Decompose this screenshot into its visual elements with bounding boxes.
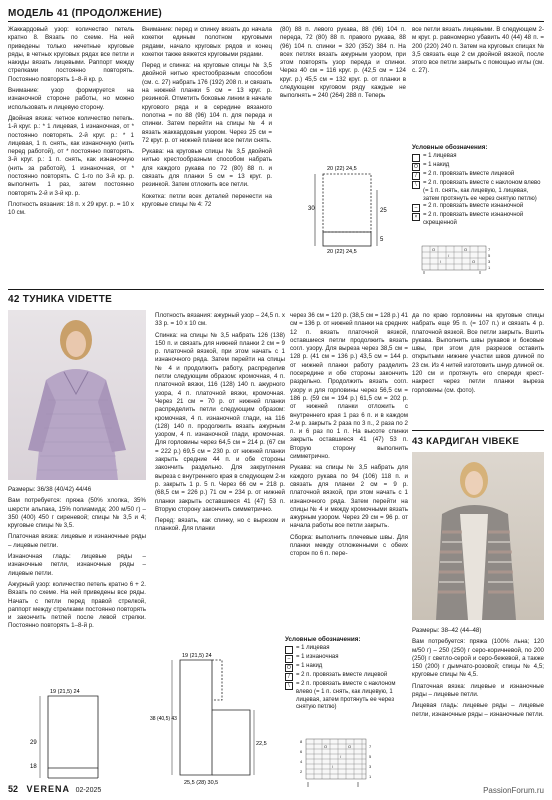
model43-title: 43 КАРДИГАН VIBEKE xyxy=(412,436,520,447)
section43-rule xyxy=(412,430,544,431)
materials43: Вам потребуется: пряжа (100% льна; 120 м/50 г) – 250 (250) г серо-коричневой, по 200 (250) г светло-серой и серо-бежевой, а также 150 (200) г дымчато-розовой; спицы № 4,5; круговые спицы № 4,5. xyxy=(412,638,544,679)
schem41-h2: 25 xyxy=(380,208,387,214)
p2tog-tbl-icon: × xyxy=(412,213,420,221)
ajur42: Ажурный узор: количество петель кратно 6 + 2. Вязать по схеме. На ней приведены все ряды. Начать с петли перед правой стрелкой, раппорт между стрелками постоянно повторять и закончить петлей после левой стрелки. Постоянно повторять 1–8-й р. xyxy=(8,580,146,630)
svg-text:3: 3 xyxy=(369,764,372,769)
model41-title: МОДЕЛЬ 41 (ПРОДОЛЖЕНИЕ) xyxy=(8,8,163,19)
schem42f-w1: 19 (21,5) 24 xyxy=(182,653,212,659)
model41-knit-chart xyxy=(418,244,496,276)
front42-cont: через 36 см = 120 р. (38,5 см = 128 р.) 41 см = 136 р. от нижней планки на средних 12 п. вязать платочной вязкой, оставшиеся петли продолжить вязать согл. узору. Для выреза через 38,5 см = 128 р. (41 см = 136 р.) 43,5 см = 144 р. от нижней планки работу разделить посередине и обе стороны закончить раздельно. Продолжить вязать согл. узору и для горловины через 56,5 см = 186 р. (59 см = 194 р.) 61,5 см = 202 р. от нижней планки отложить с внутреннего края 1 раз 6 п. и в каждом 2-м р. закрыть 2 раза по 3 п., 2 раза по 2 п. и 6 раз по 1 п. На высоте спинки закрыть оставшиеся 41 (47) 53 п. Вторую сторону выполнить симметрично. xyxy=(290,312,408,461)
svg-text:4: 4 xyxy=(300,759,303,764)
model42-legend xyxy=(285,636,410,712)
legend41-item: = 1 лицевая xyxy=(412,153,544,162)
model42-far-right-column xyxy=(412,312,544,422)
svg-text:7: 7 xyxy=(488,247,491,252)
svg-text:7: 7 xyxy=(369,744,372,749)
ajur-paragraph: Жаккардовый узор: количество петель кратно 8. Вязать по схеме. На ней приведены только нечетные круговые ряды, в четных круговых рядах все петли и накиды вязать лицевыми. Раппорт между стрелками постоянно повторять. Постоянно повторять 1–8-й кр. р. xyxy=(8,26,134,83)
density42: Плотность вязания: ажурный узор – 24,5 п. x 33 р. = 10 x 10 см. xyxy=(155,312,285,328)
model42-front-schematic xyxy=(150,650,275,790)
svg-text:1: 1 xyxy=(488,265,491,270)
model42-photo xyxy=(8,310,146,480)
svg-text:2: 2 xyxy=(300,769,303,774)
k2tog-icon: / xyxy=(285,673,293,681)
model42-title: 42 ТУНИКА VIDETTE xyxy=(8,294,113,305)
model43-text xyxy=(412,627,544,782)
yarn-over-icon: O xyxy=(412,163,420,171)
schem42f-h1: 38 (40,5) 43 xyxy=(150,716,177,722)
issue-label: 02-2025 xyxy=(75,787,102,794)
model42-knit-chart xyxy=(292,735,392,790)
section42-rule xyxy=(8,289,544,290)
schem41-w1: 20 (22) 24,5 xyxy=(327,166,357,172)
legend42-item: – = 1 изнаночная xyxy=(285,654,410,663)
schem41-h3: 5 xyxy=(380,237,384,243)
legend41-item: × = 2 п. провязать вместе изнаночной скрещенной xyxy=(412,212,544,228)
svg-text:5: 5 xyxy=(488,253,491,258)
svg-text:3: 3 xyxy=(488,259,491,264)
legend41-item: / = 2 п. провязать вместе лицевой xyxy=(412,171,544,180)
schem42f-h2: 22,5 xyxy=(256,741,267,747)
svg-text:\: \ xyxy=(440,259,442,264)
legend41-title: Условные обозначения: xyxy=(412,144,488,151)
watermark: PassionForum.ru xyxy=(483,786,544,795)
model42-left-column xyxy=(8,486,146,691)
stockinette43: Лицевая гладь: лицевые ряды – лицевые петли, изнаночные ряды – изнаночные петли. xyxy=(412,702,544,718)
garter43: Платочная вязка: лицевые и изнаночные ряды – лицевые петли. xyxy=(412,682,544,699)
legend41-item: O = 1 накид xyxy=(412,162,544,171)
model43-photo xyxy=(412,452,544,620)
model41-legend xyxy=(412,144,544,228)
legend42-item: = 1 лицевая xyxy=(285,645,410,654)
sizes43: Размеры: 38–42 (44–48) xyxy=(412,627,482,634)
density-paragraph: Плотность вязания: 18 п. x 29 круг. р. = 10 x 10 см. xyxy=(8,200,134,217)
svg-text:/: / xyxy=(340,754,342,759)
header-rule xyxy=(8,21,544,22)
sleeves-paragraph: Рукава: на круговые спицы № 3,5 двойной нитью крестообразным способом набрать для каждого рукава по 72 (80) 88 п. и связать для планки 5 см = 13 круг. р. резинкой. Затем отложить все петли. xyxy=(142,148,272,189)
reverse-stockinette42: Изнаночная гладь: лицевые ряды – изнаночные петли, изнаночные ряды – лицевые петли. xyxy=(8,553,146,577)
purl-symbol-icon: – xyxy=(285,655,293,663)
svg-text:8: 8 xyxy=(300,739,303,744)
legend42-item: O = 1 накид xyxy=(285,663,410,672)
legend42-item: \ = 2 п. провязать вместе с наклоном влево (= 1 п. снять, как лицевую, 1 лицевая, затем протянуть ее через снятую петлю) xyxy=(285,681,410,712)
legend41-item: \ = 2 п. провязать вместе с наклоном влево (= 1 п. снять, как лицевую, 1 лицевая, затем протянуть ее через снятую петлю) xyxy=(412,180,544,203)
back42: Спинка: на спицы № 3,5 набрать 126 (138) 150 п. и связать для нижней планки 2 см = 9 р. платочной вязкой, при этом начать с 1 изнаночного ряда. Затем перейти на спицы № 4 и продолжить работу, распределив петли следующим образом: кромочная, 4 п. платочной вязки, 116 (128) 140 п. ажурного узора, 4 п. платочной вязки, кромочная. Через 21 см = 70 р. от нижней планки распределить петли следующим образом: кромочная, 4 п. изнаночной глади, на 116 (128) 140 п. продолжить вязать ажурным узором, 4 п. изнаночной глади, кромочная. Для горловины через 64,5 см = 214 р. (67 см = 222 р.) 69,5 см = 230 р. от нижней планки закрыть средние 44 п. и обе стороны закончить раздельно. Для закругления выреза с внутреннего края в следующем 2-м р. закрыть 1 р. 5 п. Через 66 см = 218 р. (68,5 см = 226 р.) 71 см = 234 р. от нижней планки закрыть оставшиеся 41 (47) 53 п. Вторую сторону закончить симметрично. xyxy=(155,331,285,513)
svg-text:\: \ xyxy=(332,764,334,769)
legend42-item: / = 2 п. провязать вместе лицевой xyxy=(285,672,410,681)
schem41-w2: 20 (22) 24,5 xyxy=(327,249,357,255)
attention-paragraph: Внимание: узор формируется на изнаночной стороне работы, но можно использовать и лицевую сторону. xyxy=(8,87,134,111)
svg-text:1: 1 xyxy=(369,774,372,779)
schem42b-h1: 29 xyxy=(30,740,37,746)
schem41-h1: 30 xyxy=(308,206,315,212)
svg-text:/: / xyxy=(448,253,450,258)
legend41-item: – = 2 п. провязать вместе изнаночной xyxy=(412,203,544,212)
schem42b-h2: 18 xyxy=(30,764,37,770)
model41-column-3 xyxy=(280,26,406,146)
svg-text:O: O xyxy=(348,744,352,749)
svg-text:O: O xyxy=(432,247,436,252)
magazine-name: VERENA xyxy=(26,784,71,794)
assembly42: Сборка: выполнить плечевые швы. Для планки между отложенными с обеих сторон по 6 п. пере- xyxy=(290,533,408,558)
footer xyxy=(8,784,101,794)
k2tog-icon: / xyxy=(412,172,420,180)
model41-schematic xyxy=(305,160,405,260)
schem42f-w2: 25,5 (28) 30,5 xyxy=(184,780,219,786)
model41-column-1 xyxy=(8,26,134,271)
assembly42-cont: да по краю горловины на круговые спицы набрать еще 95 п. (= 107 п.) и связать 4 р. платочной вязкой. Все петли закрыть. Вшить рукава. Выполнить швы рукавов и боковые швы, при этом для разрезов оставить открытыми нижние участки швов длиной по 23 см. Из 4 нитей изготовить шнур длиной ок. 120 см и протянуть его спереди крест-накрест через петли планки выреза горловины (см. фото). xyxy=(412,312,544,394)
knit-symbol-icon xyxy=(412,154,420,162)
front42: Перед: вязать, как спинку, но с вырезом и планкой. Для планки xyxy=(155,517,285,533)
model42-right-column xyxy=(290,312,408,627)
front-back-paragraph: Перед и спинка: на круговые спицы № 3,5 двойной нитью крестообразным способом (см. с. 27) набрать 176 (192) 208 п. и связать на нижней планки 5 см = 13 круг. р. резинкой. Отметить боковые линии в начале кругового ряда и в середине вязаного полотна = по 88 (96) 104 п. для переда и спинки. Затем перейти на спицы № 4 и вязать жаккардовым узором. Через 25 см = 72 круг. р. от нижней планки все петли снять. xyxy=(142,62,272,144)
yarn-over-icon: O xyxy=(285,664,293,672)
model41-column-4 xyxy=(412,26,544,126)
double-knit-paragraph: Двойная вязка: четное количество петель. 1-й круг. р.: * 1 лицевая, 1 изнаночная, от * постоянно повторять. 2-й круг. р.: * 1 лицевая, 1 п. снять, как изнаночную (нить перед работой), от * постоянно повторять. 3-й круг. р.: 1 п. снять, как изнаночную (нить за работой), 1 изнаночная, от * постоянно повторять. С 1-го по 3-й кр. р. выполнить 1 раз, затем постоянно повторять 2-й и 3-й кр. р. xyxy=(8,114,134,197)
svg-text:O: O xyxy=(324,744,328,749)
sizes42: Размеры: 36/38 (40/42) 44/46 xyxy=(8,486,92,493)
model41-column-2 xyxy=(142,26,272,271)
ssk-icon: \ xyxy=(412,181,420,189)
svg-text:O: O xyxy=(464,247,468,252)
yoke-paragraph: Кокетка: петли всех деталей перенести на круговые спицы № 4: 72 xyxy=(142,192,272,208)
ssk-icon: \ xyxy=(285,682,293,690)
knit-symbol-icon xyxy=(285,646,293,654)
svg-text:6: 6 xyxy=(300,749,303,754)
svg-text:O: O xyxy=(472,259,476,264)
schem42b-w: 19 (21,5) 24 xyxy=(50,689,80,695)
materials42: Вам потребуется: пряжа (50% хлопка, 35% шерсти альпака, 15% полиамида; 200 м/50 г) – 350 (400) 450 г сиреневой; спицы № 3,5 и 4; круговые спицы № 3,5. xyxy=(8,497,146,530)
svg-text:5: 5 xyxy=(369,754,372,759)
sleeves42: Рукава: на спицы № 3,5 набрать для каждого рукава по 94 (106) 118 п. и связать для планки 2 см = 9 р. платочной вязкой, при этом начать с 1 изнаночного ряда. Затем перейти на спицы № 4 и между кромочными вязать ажурным узором. Через 29 см = 96 р. от начала работы все петли закрыть. xyxy=(290,464,408,530)
legend42-title: Условные обозначения: xyxy=(285,636,361,643)
yoke-continued-paragraph: (80) 88 п. левого рукава, 88 (96) 104 п. переда, 72 (80) 88 п. правого рукава, 88 (96) 104 п. спинки = 320 (352) 384 п. На всех петлях вязать ажурным узором, при этом повторять узор переда и спинки. Через 40 см = 116 круг. р. (42,5 см = 124 круг. р.) 45,5 см = 132 круг. р. от планки в следующем круговом ряду каждые не выполнять = 240 (264) 288 п. Теперь xyxy=(280,26,406,100)
model42-back-schematic xyxy=(8,686,138,791)
page-number: 52 xyxy=(8,784,19,794)
p2tog-icon: – xyxy=(412,204,420,212)
garter42: Платочная вязка: лицевые и изнаночные ряды – лицевые петли. xyxy=(8,533,146,549)
attention2-paragraph: Внимание: перед и спинку вязать до начала кокетки единым полотном круговыми рядами, начало круговых рядов и конец кокетки также вяжется круговыми рядами. xyxy=(142,26,272,58)
model42-middle-column xyxy=(155,312,285,637)
finish-paragraph: все петли вязать лицевыми. В следующем 2-м круг. р. равномерно убавить 40 (44) 48 п. = 200 (220) 240 п. Затем на круговых спицах № 3,5 связать еще 2 см двойной вязкой, после этого все петли закрыть с помощью иглы (см. с. 27). xyxy=(412,26,544,75)
